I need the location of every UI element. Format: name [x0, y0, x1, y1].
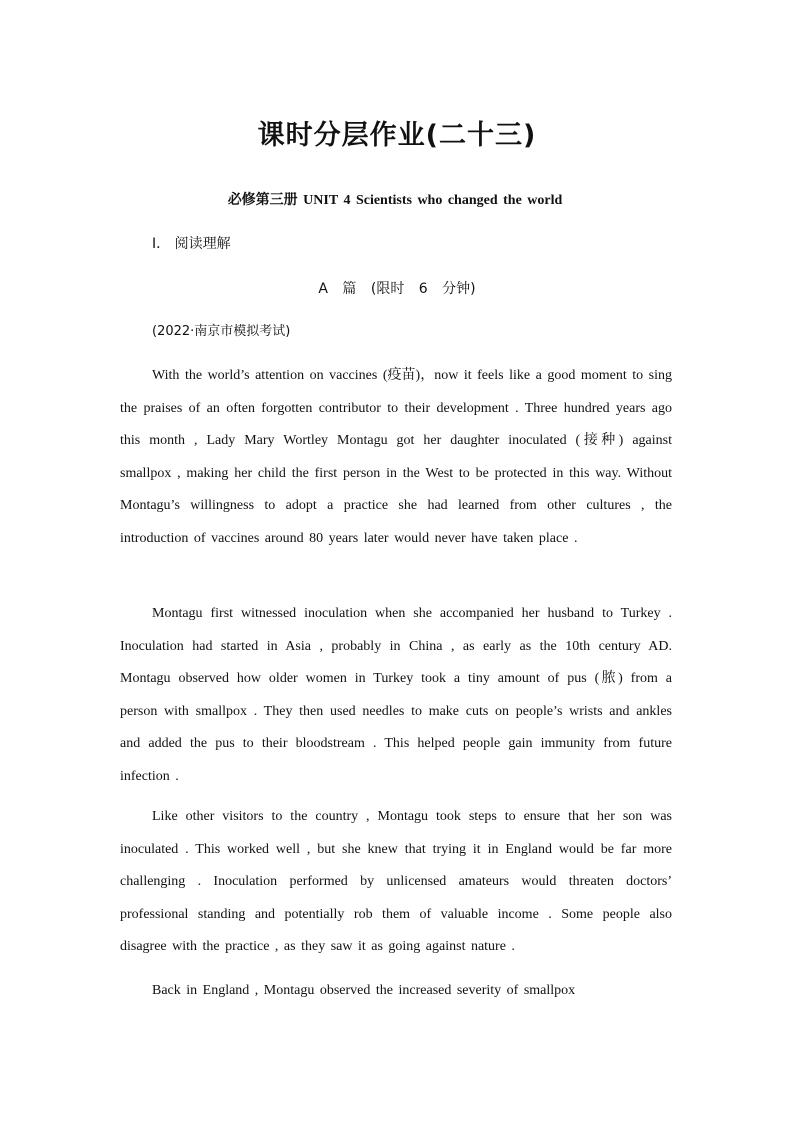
section-heading: Ⅰ． 阅读理解 — [152, 236, 231, 252]
source-note: (2022·南京市模拟考试) — [152, 324, 291, 339]
paragraph: Like other visitors to the country , Montagu took steps to ensure that her son was inoculated . This worked well , but she knew that trying it in England would be far more challenging . Inoculation performed by unlicensed amateurs would threaten doctors’ professional standing and potentially rob them of valuable income . Some people also disagree with the practice , as they saw it as going against nature . — [120, 809, 672, 954]
paragraph: Back in England , Montagu observed the increased severity of smallpox — [152, 983, 576, 998]
passage-heading: A 篇 (限时 6 分钟) — [318, 281, 476, 297]
paragraph: Montagu first witnessed inoculation when she accompanied her husband to Turkey . Inoculation had started in Asia , probably in China , as early as the 10th century AD. Montagu observed how older women in Turkey took a tiny amount of pus (脓) from a person with smallpox . They then used needles to make cuts on people’s wrists and ankles and added the pus to their bloodstream . This helped people gain immunity from future infection . — [120, 606, 672, 784]
unit-subtitle: 必修第三册 UNIT 4 Scientists who changed the world — [227, 193, 563, 208]
paragraph: With the world’s attention on vaccines (疫苗)，now it feels like a good moment to sing the praises of an often forgotten contributor to their development . Three hundred years ago this month , Lady Mary Wortley Montagu got her daughter inoculated (接种) against smallpox , making her child the first person in the West to be protected in this way. Without Montagu’s willingness to adopt a practice she had learned from other cultures , the introduction of vaccines around 80 years later would never have taken place . — [120, 368, 672, 546]
page-title: 课时分层作业(二十三) — [257, 120, 537, 151]
